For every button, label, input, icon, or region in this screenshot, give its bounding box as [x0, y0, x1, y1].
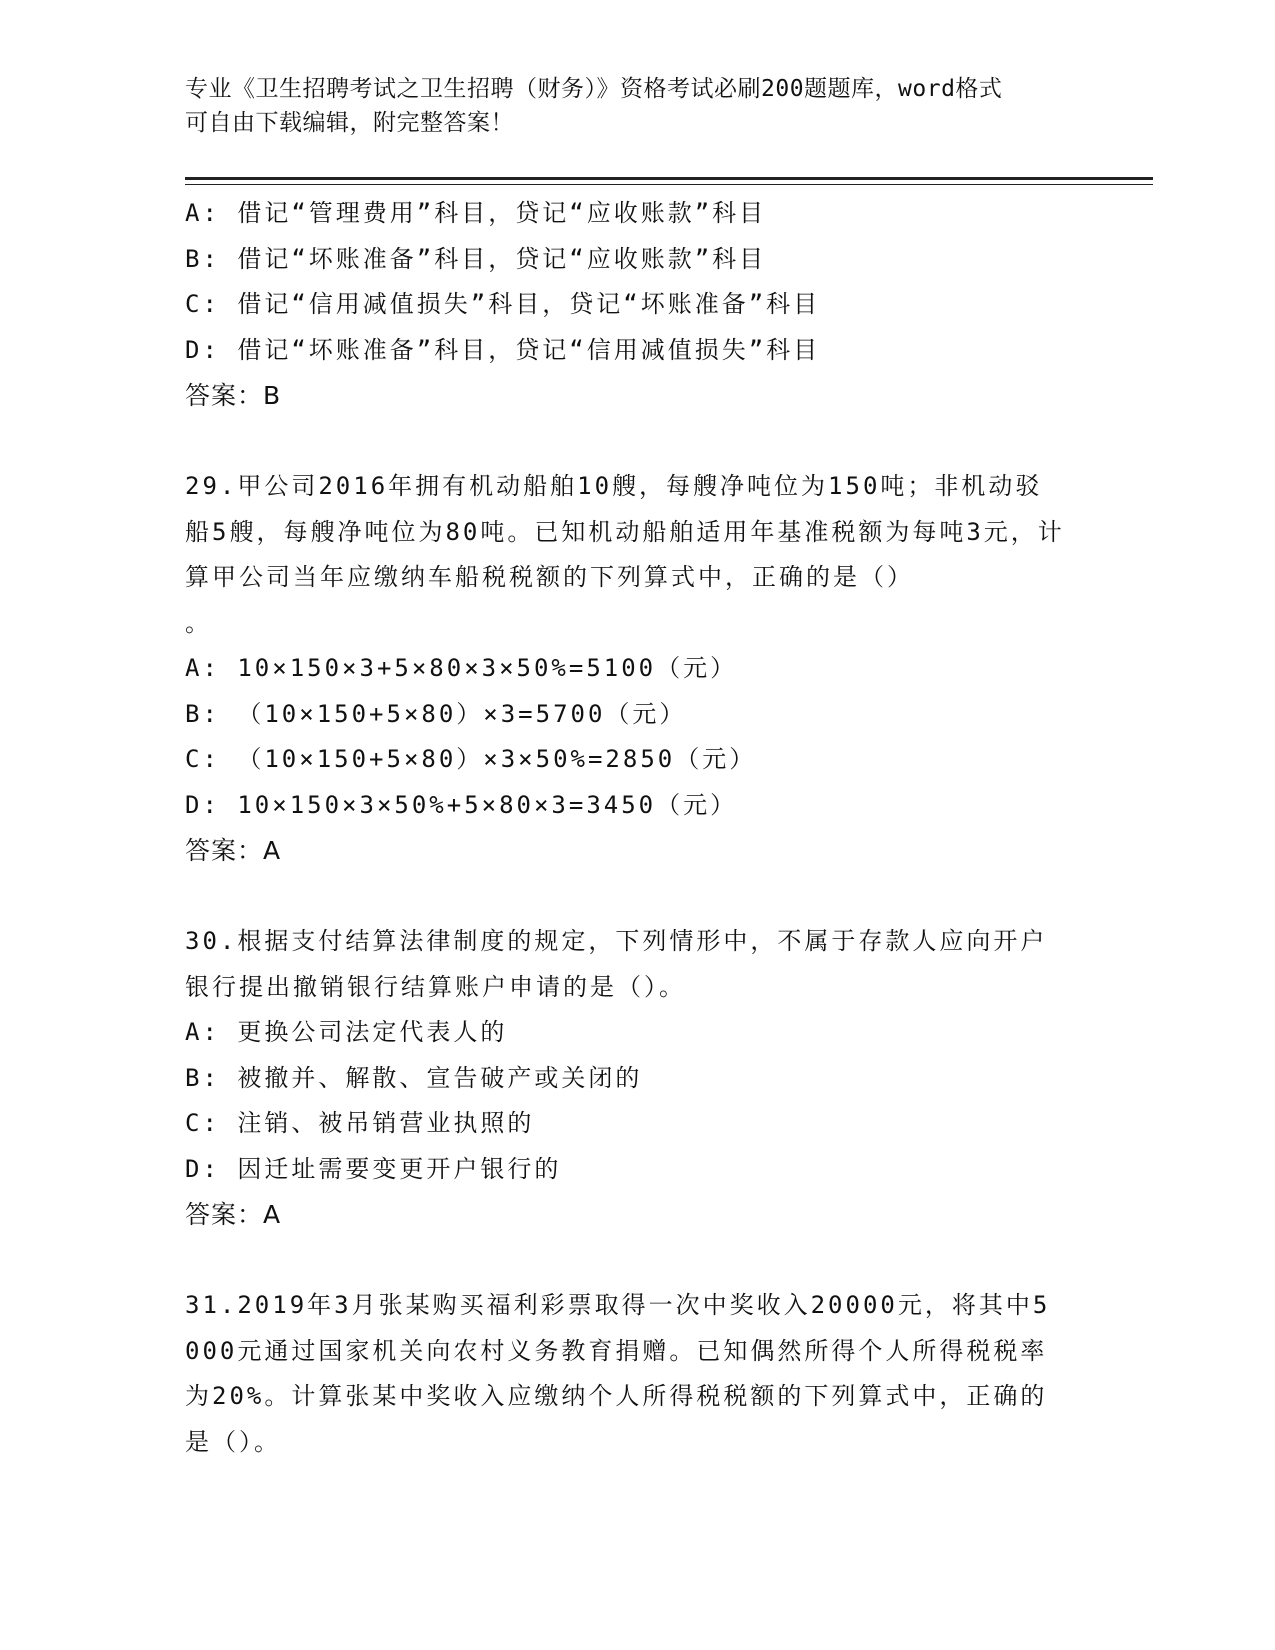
spacer [185, 419, 1085, 465]
option-d: D: 借记“坏账准备”科目，贷记“信用减值损失”科目 [185, 335, 821, 364]
question-30 [185, 919, 1085, 1238]
option-b: B: 借记“坏账准备”科目，贷记“应收账款”科目 [185, 244, 767, 273]
question-29 [185, 464, 1085, 874]
option-a: A: 10×150×3+5×80×3×50%=5100（元） [185, 654, 738, 682]
question-28 [185, 191, 1085, 419]
question-31 [185, 1283, 1085, 1465]
header-title-line-1: 专业《卫生招聘考试之卫生招聘（财务）》资格考试必刷200题题库，word格式 [185, 76, 1003, 102]
answer: 答案：A [185, 1200, 282, 1229]
answer: 答案：A [185, 836, 282, 865]
option-b: B: 被撤并、解散、宣告破产或关闭的 [185, 1063, 643, 1092]
header-divider-thin [185, 184, 1153, 185]
question-stem: 31.2019年3月张某购买福利彩票取得一次中奖收入20000元，将其中5000元通过国家机关向农村义务教育捐赠。已知偶然所得个人所得税税率为20%。计算张某中奖收入应缴纳个人所得税税额的下列算式中，正确的是（）。 [185, 1291, 1051, 1456]
option-c: C: （10×150+5×80）×3×50%=2850（元） [185, 745, 757, 773]
question-stem: 29.甲公司2016年拥有机动船舶10艘，每艘净吨位为150吨；非机动驳船5艘，每艘净吨位为80吨。已知机动船舶适用年基准税额为每吨3元，计算甲公司当年应缴纳车船税税额的下列算式中，正确的是（） [185, 472, 1065, 591]
option-a: A: 借记“管理费用”科目，贷记“应收账款”科目 [185, 199, 767, 227]
option-c: C: 借记“信用减值损失”科目，贷记“坏账准备”科目 [185, 290, 821, 318]
question-stem: 30.根据支付结算法律制度的规定，下列情形中，不属于存款人应向开户银行提出撤销银行结算账户申请的是（）。 [185, 927, 1048, 1001]
document-header [185, 72, 1065, 140]
spacer [185, 1238, 1085, 1284]
spacer [185, 874, 1085, 920]
option-c: C: 注销、被吊销营业执照的 [185, 1109, 535, 1137]
option-d: D: 10×150×3×50%+5×80×3=3450（元） [185, 790, 738, 819]
option-a: A: 更换公司法定代表人的 [185, 1018, 508, 1046]
header-title-line-2: 可自由下载编辑，附完整答案！ [185, 110, 514, 136]
option-b: B: （10×150+5×80）×3=5700（元） [185, 699, 687, 728]
answer: 答案：B [185, 381, 282, 410]
question-list [185, 191, 1085, 1465]
question-stem-tail: 。 [185, 608, 212, 637]
option-d: D: 因迁址需要变更开户银行的 [185, 1154, 562, 1183]
header-divider-thick [185, 177, 1153, 180]
